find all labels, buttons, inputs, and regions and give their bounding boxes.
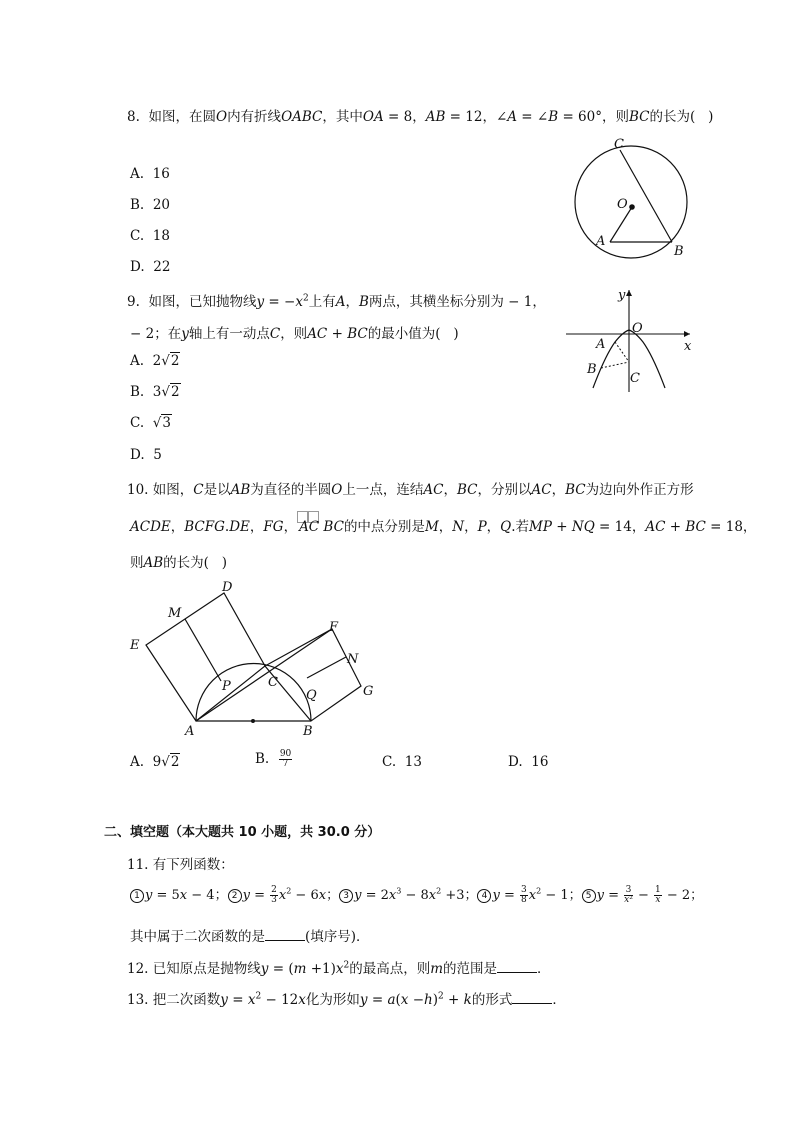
q10-label-f: F	[329, 620, 339, 635]
q10-squares-figure	[125, 577, 385, 739]
q9-label-y: y	[618, 288, 626, 303]
q10-option-d: D. 16	[508, 754, 549, 770]
q8-option-d: D. 22	[130, 259, 171, 275]
q12-stem: 12. 已知原点是抛物线$y = (m +1)x^2$的最高点，则m的范围是 ．	[127, 960, 551, 977]
q10-label-q: Q	[306, 688, 317, 703]
q9-stem-line1: 9. 如图，已知抛物线$y = -x^2$上有A，B两点，其横坐标分别为 − 1，	[127, 293, 546, 310]
q8-stem: 8. 如图，在圆O内有折线OABC，其中OA = 8，AB = 12，∠A = ∠B = 60°，则BC的长为( )	[127, 109, 714, 125]
section-title: 二、填空题（本大题共 10 小题，共 30.0 分）	[104, 825, 381, 840]
q11-functions: 1 y = 5x − 4； 2 y = $\frac{2}{3}$ $x^2 - 6x$； 3 $y = 2x^3 - 8x^2 +3$； 4 y = $\frac{3}{8}$ $x^2 - 1$； 5 y = $\frac{3}{\text{x²}}$ − $\frac{1}{x}$ − 2；	[130, 884, 703, 905]
q10-label-c: C	[268, 675, 278, 690]
q9-option-a: A. 2√2	[130, 353, 180, 369]
q10-option-b: B. $\frac{90}{7}$	[255, 749, 292, 769]
q10-label-n: N	[347, 652, 359, 667]
q10-stem-line3: 则AB的长为( )	[130, 555, 228, 571]
q11-stem: 11. 有下列函数：	[127, 857, 234, 873]
q8-label-b: B	[674, 244, 684, 259]
q10-label-g: G	[363, 684, 374, 699]
q9-option-d: D. 5	[130, 447, 162, 463]
q9-label-b: B	[587, 362, 597, 377]
q10-stem-line2: ACDE，BCFG.DE，FG， AC BC的中点分别是M，N，P，Q.若MP + NQ = 14，AC + BC = 18，	[130, 515, 756, 535]
q13-stem: 13. 把二次函数$y = x^2 - 12x$化为形如$y = a(x -h)^2 + k$的形式 ．	[127, 991, 566, 1008]
q8-label-c: C	[614, 137, 624, 152]
q9-parabola-figure	[560, 284, 700, 396]
q9-option-c: C. √3	[130, 415, 171, 431]
q9-stem-line2: − 2；在y轴上有一动点C，则AC + BC的最小值为( )	[130, 326, 459, 342]
q10-label-b: B	[303, 724, 313, 739]
q10-label-e: E	[130, 638, 140, 653]
q8-option-a: A. 16	[130, 166, 170, 182]
q10-label-m: M	[168, 606, 182, 621]
q10-label-a: A	[185, 724, 195, 739]
q9-label-c: C	[630, 371, 640, 386]
q9-label-a: A	[596, 337, 606, 352]
q8-label-a: A	[596, 234, 606, 249]
q10-option-a: A. 9√2	[130, 754, 180, 770]
q10-option-c: C. 13	[382, 754, 422, 770]
q8-label-o: O	[617, 197, 628, 212]
q9-option-b: B. 3√2	[130, 384, 180, 400]
q10-label-d: D	[222, 580, 233, 595]
q10-label-p: P	[222, 679, 231, 694]
q9-label-o: O	[632, 321, 643, 336]
q10-stem-line1: 10. 如图，C是以AB为直径的半圆O上一点，连结AC，BC，分别以AC，BC为边向外作正方形	[127, 482, 694, 498]
q8-option-c: C. 18	[130, 228, 170, 244]
q8-option-b: B. 20	[130, 197, 170, 213]
q11-tail: 其中属于二次函数的是 (填序号)．	[130, 929, 370, 945]
q8-circle-figure	[566, 134, 696, 264]
q9-label-x: x	[684, 339, 692, 354]
